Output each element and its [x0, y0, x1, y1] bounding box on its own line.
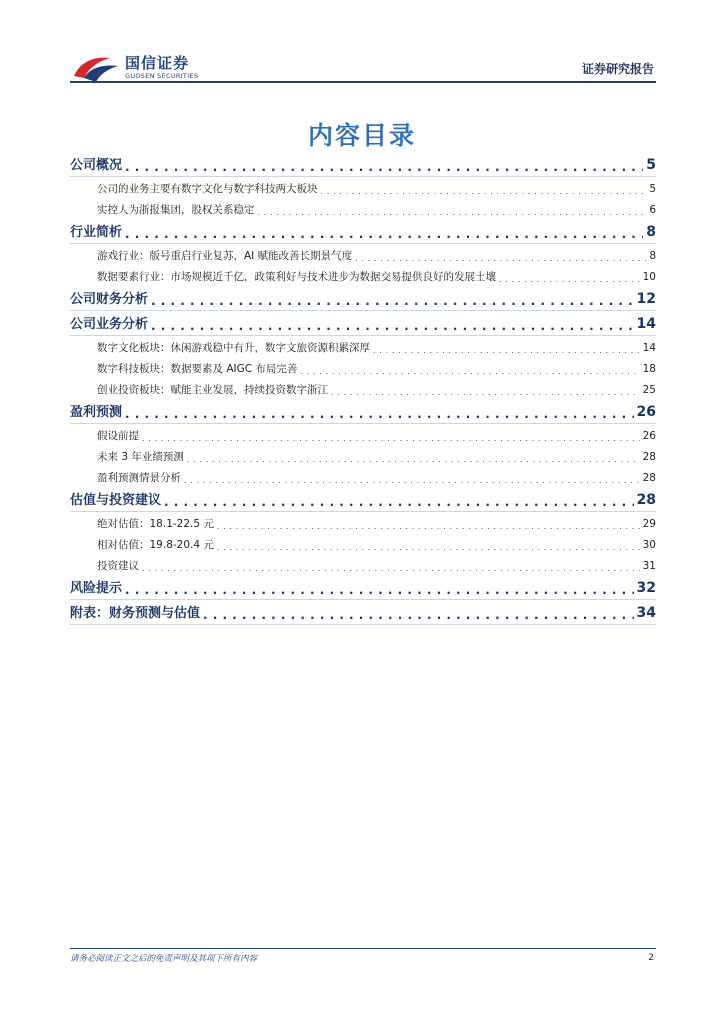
toc-entry-label: 游戏行业：版号重启行业复苏，AI 赋能改善长期景气度: [97, 250, 353, 262]
toc-entry-label: 附表：财务预测与估值: [70, 606, 201, 621]
toc-dot-leader: [187, 455, 640, 463]
toc-entry-label: 相对估值：19.8-20.4 元: [97, 539, 214, 551]
toc-subsection-entry[interactable]: [70, 378, 656, 399]
toc-entry-page: 8: [649, 250, 656, 262]
toc-subsection-entry[interactable]: [70, 466, 656, 487]
toc-entry-page: 34: [636, 605, 656, 621]
toc-entry-label: 绝对估值：18.1-22.5 元: [97, 518, 214, 530]
footer-disclaimer: 请务必阅读正文之后的免责声明及其项下所有内容: [70, 954, 258, 964]
toc-section-entry[interactable]: [70, 313, 656, 336]
toc-entry-page: 29: [642, 518, 656, 530]
toc-entry-page: 8: [646, 224, 656, 240]
toc-entry-page: 28: [642, 472, 656, 484]
toc-section-entry[interactable]: [70, 154, 656, 177]
toc-entry-page: 6: [649, 204, 656, 216]
toc-entry-page: 10: [642, 271, 656, 283]
toc-section-entry[interactable]: [70, 401, 656, 424]
toc-subsection-entry[interactable]: [70, 177, 656, 198]
toc-entry-label: 风险提示: [70, 581, 123, 596]
toc-entry-page: 5: [646, 157, 656, 173]
toc-dot-leader: [355, 254, 646, 262]
header-divider: [70, 81, 656, 83]
toc-dot-leader: [373, 346, 640, 354]
table-of-contents: [70, 152, 656, 625]
guosen-logo-icon: [70, 52, 122, 84]
toc-entry-label: 盈利预测: [70, 405, 123, 420]
toc-entry-label: 数字文化板块：休闲游戏稳中有升，数字文旅资源积累深厚: [97, 342, 370, 354]
toc-subsection-entry[interactable]: [70, 445, 656, 466]
toc-dot-leader: [258, 208, 647, 216]
toc-entry-label: 公司业务分析: [70, 317, 149, 332]
toc-entry-page: 18: [642, 363, 656, 375]
toc-entry-page: 28: [642, 451, 656, 463]
toc-subsection-entry[interactable]: [70, 424, 656, 445]
toc-entry-label: 公司的业务主要有数字文化与数字科技两大板块: [97, 183, 318, 195]
toc-section-entry[interactable]: [70, 602, 656, 625]
toc-subsection-entry[interactable]: [70, 357, 656, 378]
toc-dot-leader: [217, 543, 640, 551]
toc-dot-leader: [125, 160, 643, 173]
page-header: [0, 0, 724, 90]
toc-section-entry[interactable]: [70, 489, 656, 512]
toc-dot-leader: [217, 522, 640, 530]
toc-entry-page: 32: [636, 580, 656, 596]
toc-subsection-entry[interactable]: [70, 265, 656, 286]
toc-entry-page: 28: [636, 492, 656, 508]
toc-dot-leader: [142, 564, 640, 572]
toc-entry-page: 12: [636, 291, 656, 307]
toc-subsection-entry[interactable]: [70, 244, 656, 265]
toc-title: 内容目录: [307, 121, 416, 150]
toc-entry-label: 盈利预测情景分析: [97, 472, 181, 484]
toc-dot-leader: [125, 227, 643, 240]
footer-divider: [70, 948, 656, 949]
toc-entry-label: 未来 3 年业绩预测: [97, 451, 184, 463]
toc-entry-label: 估值与投资建议: [70, 493, 162, 508]
logo-chinese-name: 国信证券: [125, 54, 190, 72]
footer-page-number: 2: [648, 953, 654, 963]
toc-entry-page: 30: [642, 539, 656, 551]
toc-entry-label: 公司概况: [70, 158, 123, 173]
toc-subsection-entry[interactable]: [70, 554, 656, 575]
toc-entry-page: 5: [649, 183, 656, 195]
toc-dot-leader: [142, 434, 640, 442]
logo-english-name: GUOSEN SECURITIES: [125, 72, 199, 80]
toc-entry-label: 行业简析: [70, 225, 123, 240]
toc-dot-leader: [125, 583, 634, 596]
toc-entry-page: 26: [642, 430, 656, 442]
toc-entry-page: 31: [642, 560, 656, 572]
toc-section-entry[interactable]: [70, 577, 656, 600]
toc-dot-leader: [300, 367, 639, 375]
toc-dot-leader: [151, 319, 634, 332]
toc-entry-label: 投资建议: [97, 560, 139, 572]
toc-dot-leader: [151, 294, 634, 307]
toc-dot-leader: [331, 388, 640, 396]
toc-entry-label: 创业投资板块：赋能主业发展，持续投资数字浙江: [97, 384, 328, 396]
toc-entry-label: 数字科技板块：数据要素及 AIGC 布局完善: [97, 363, 298, 375]
toc-entry-page: 25: [642, 384, 656, 396]
toc-section-entry[interactable]: [70, 288, 656, 311]
toc-section-entry[interactable]: [70, 221, 656, 244]
toc-entry-label: 假设前提: [97, 430, 139, 442]
toc-dot-leader: [203, 608, 634, 621]
toc-subsection-entry[interactable]: [70, 512, 656, 533]
toc-entry-page: 14: [642, 342, 656, 354]
toc-entry-page: 26: [636, 404, 656, 420]
toc-entry-label: 公司财务分析: [70, 292, 149, 307]
toc-entry-label: 数据要素行业：市场规模近千亿，政策利好与技术进步为数据交易提供良好的发展土壤: [97, 271, 496, 283]
toc-dot-leader: [125, 407, 634, 420]
toc-subsection-entry[interactable]: [70, 336, 656, 357]
toc-subsection-entry[interactable]: [70, 198, 656, 219]
toc-dot-leader: [184, 476, 640, 484]
toc-subsection-entry[interactable]: [70, 533, 656, 554]
report-type-label: 证券研究报告: [581, 62, 654, 76]
toc-dot-leader: [321, 187, 647, 195]
toc-dot-leader: [164, 495, 634, 508]
toc-entry-label: 实控人为浙报集团，股权关系稳定: [97, 204, 255, 216]
toc-entry-page: 14: [636, 316, 656, 332]
toc-dot-leader: [499, 275, 640, 283]
